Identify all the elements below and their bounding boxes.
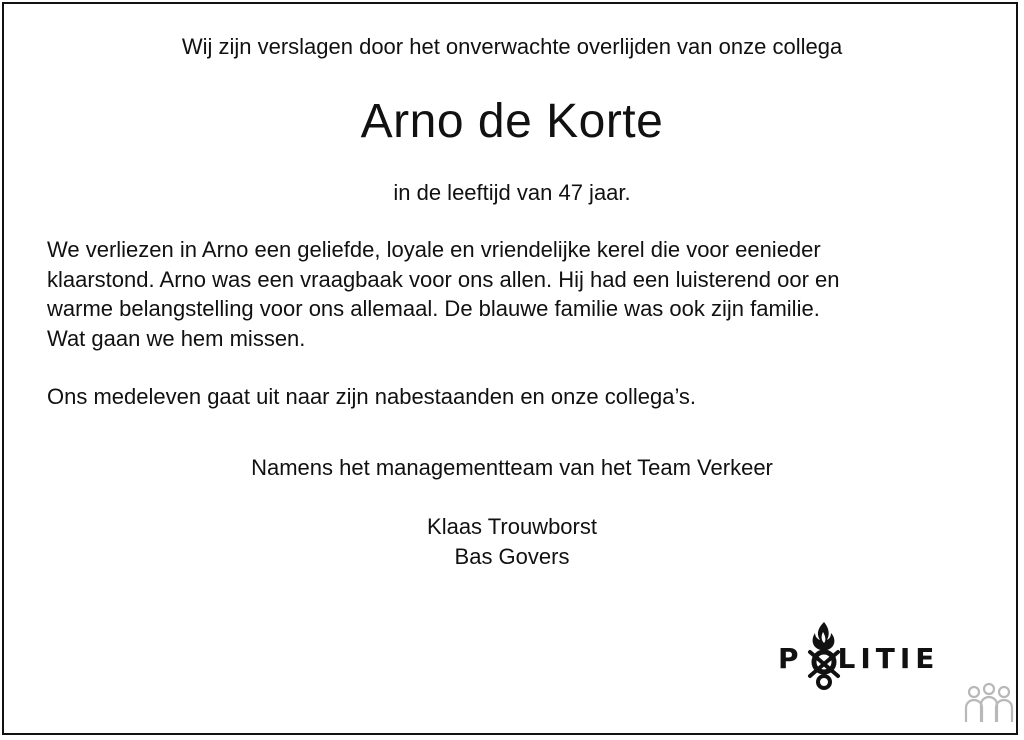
tribute-line: We verliezen in Arno een geliefde, loyale en vriendelijke kerel die voor eenieder — [47, 237, 821, 262]
condolence-paragraph — [47, 382, 987, 412]
condolence-line: Ons medeleven gaat uit naar zijn nabestaanden en onze collega’s. — [47, 384, 697, 409]
signers-list — [0, 512, 1024, 572]
tribute-line: Wat gaan we hem missen. — [47, 325, 306, 351]
signature-intro: Namens het managementteam van het Team Verkeer — [251, 455, 773, 480]
signer-name: Bas Govers — [454, 544, 570, 569]
logo-text-end: LITIE — [837, 642, 940, 675]
notice-intro: Wij zijn verslagen door het onverwachte overlijden van onze collega — [181, 34, 843, 59]
politie-flame-emblem-icon — [804, 618, 844, 692]
tribute-line: warme belangstelling voor ons allemaal. De blauwe familie was ook zijn familie. — [47, 296, 820, 321]
logo-text-start: P — [778, 642, 804, 675]
logo-wordmark — [778, 642, 939, 675]
tribute-paragraph — [47, 235, 987, 353]
deceased-name: Arno de Korte — [360, 95, 664, 148]
people-group-icon — [964, 682, 1014, 726]
tribute-line: klaarstond. Arno was een vraagbaak voor ons allen. Hij had een luisterend oor en — [47, 266, 840, 292]
signer-name: Klaas Trouwborst — [427, 514, 597, 539]
age-line: in de leeftijd van 47 jaar. — [393, 180, 631, 205]
politie-logo — [778, 618, 968, 692]
